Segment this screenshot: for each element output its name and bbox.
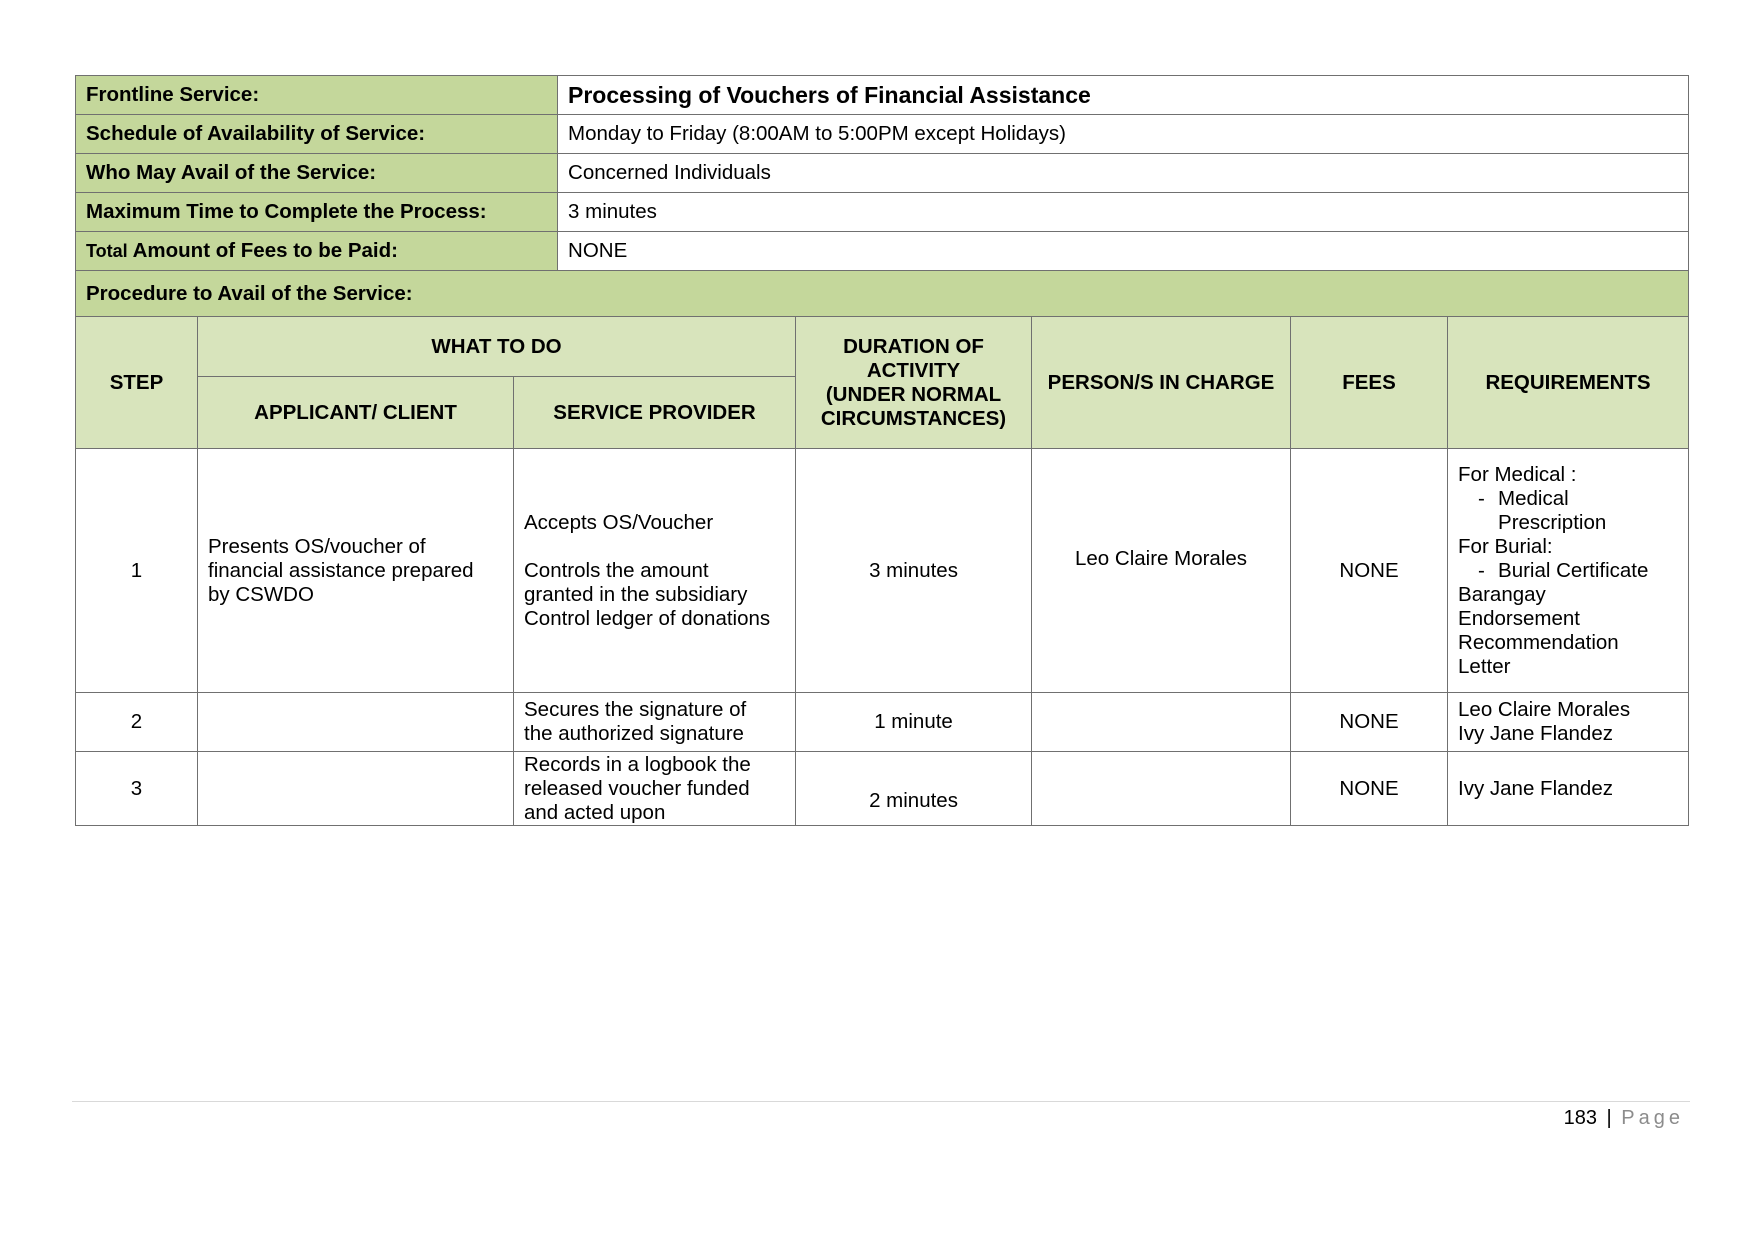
dash: - [1478,486,1485,510]
service-table [75,75,1689,826]
text-line: Records in a logbook the [524,752,751,776]
schedule-value: Monday to Friday (8:00AM to 5:00PM except Holidays) [558,115,1689,154]
dash: - [1478,558,1485,582]
schedule-label: Schedule of Availability of Service: [76,115,558,154]
text-line: Prescription [1498,510,1607,534]
duration-value: 1 minute [796,693,1032,752]
footer-divider [72,1101,1690,1102]
list-item [1458,559,1678,583]
max-time-label: Maximum Time to Complete the Process: [76,193,558,232]
text-line: Ivy Jane Flandez [1458,722,1613,745]
who-label: Who May Avail of the Service: [76,154,558,193]
table-row [76,449,1689,693]
step-number: 1 [76,449,198,693]
duration-value: 3 minutes [796,449,1032,693]
text-line: Leo Claire Morales [1458,698,1631,721]
info-row-who [76,154,1689,193]
header-applicant-client: APPLICANT/ CLIENT [198,377,514,449]
column-header-row-1 [76,317,1689,377]
duration-text: 2 minutes [869,788,958,812]
fees-label [76,232,558,271]
info-row-fees [76,232,1689,271]
text-line: Medical [1498,486,1569,510]
fees-value: NONE [1291,752,1448,826]
fees-value: NONE [558,232,1689,271]
provider-action [514,449,796,693]
text-line: Secures the signature of [524,698,747,721]
info-row-frontline [76,76,1689,115]
text-line: and acted upon [524,800,666,824]
spacer [524,535,785,559]
fees-value: NONE [1291,693,1448,752]
step-number: 2 [76,693,198,752]
text-line: by CSWDO [208,582,314,606]
header-duration-line: (UNDER NORMAL [825,382,1002,406]
text-line: financial assistance prepared [208,558,474,582]
frontline-label: Frontline Service: [76,76,558,115]
fees-value: NONE [1291,449,1448,693]
requirements-list: Ivy Jane Flandez [1448,752,1689,826]
header-step: STEP [76,317,198,449]
provider-action [514,693,796,752]
header-requirements: REQUIREMENTS [1448,317,1689,449]
text-line: Presents OS/voucher of [208,534,426,558]
text-line: For Medical : [1458,462,1577,486]
who-value: Concerned Individuals [558,154,1689,193]
text-line: Burial Certificate [1498,558,1649,582]
requirements-list [1448,449,1689,693]
max-time-value: 3 minutes [558,193,1689,232]
header-what-to-do: WHAT TO DO [198,317,796,377]
procedure-label: Procedure to Avail of the Service: [76,271,1689,317]
text-line: Letter [1458,654,1511,678]
page-number: 183 [1563,1107,1597,1129]
person-in-charge [1032,752,1291,826]
person-in-charge [1032,693,1291,752]
applicant-action [198,752,514,826]
header-fees: FEES [1291,317,1448,449]
fees-label-prefix: Total [86,241,128,261]
header-duration [796,317,1032,449]
requirements-list [1448,693,1689,752]
text-line: Endorsement [1458,606,1580,630]
header-duration-line: CIRCUMSTANCES) [820,406,1007,430]
text-line: Control ledger of donations [524,606,771,630]
info-row-max-time [76,193,1689,232]
table-row [76,752,1689,826]
page-footer [1564,1106,1684,1130]
applicant-action [198,449,514,693]
person-name: Leo Claire Morales [1074,546,1248,570]
applicant-action [198,693,514,752]
header-duration-line: DURATION OF [843,334,984,358]
step-number: 3 [76,752,198,826]
footer-separator: | [1606,1107,1612,1129]
provider-action [514,752,796,826]
text-line: Accepts OS/Voucher [524,510,714,534]
table-row [76,693,1689,752]
header-duration-line: ACTIVITY [866,358,961,382]
text-line: released voucher funded [524,776,750,800]
frontline-value: Processing of Vouchers of Financial Assistance [558,76,1689,115]
text-line: the authorized signature [524,722,744,745]
text-line: granted in the subsidiary [524,582,748,606]
procedure-row [76,271,1689,317]
duration-value [796,752,1032,826]
info-row-schedule [76,115,1689,154]
person-in-charge [1032,449,1291,693]
page-label: Page [1621,1107,1684,1129]
text-line: Barangay [1458,582,1546,606]
text-line: Controls the amount [524,558,709,582]
text-line: For Burial: [1458,534,1553,558]
list-item [1458,487,1678,511]
header-person-in-charge: PERSON/S IN CHARGE [1032,317,1291,449]
header-service-provider: SERVICE PROVIDER [514,377,796,449]
fees-label-rest: Amount of Fees to be Paid: [127,239,398,262]
text-line: Recommendation [1458,630,1619,654]
